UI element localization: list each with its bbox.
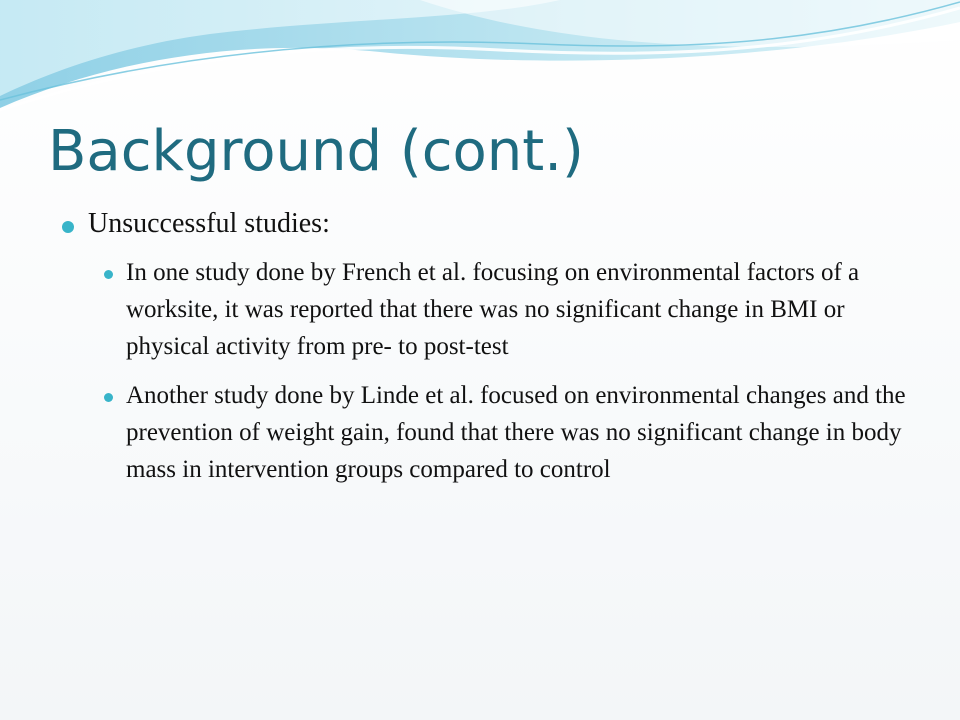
bullet-dot-icon	[62, 221, 74, 233]
slide-title: Background (cont.)	[48, 119, 584, 184]
sub-bullet-item	[60, 254, 920, 365]
bullet-dot-icon	[104, 270, 113, 279]
sub-bullet-text: Another study done by Linde et al. focused on environmental changes and the prevention of weight gain, found that there was no significant change in body mass in intervention groups compared to control	[126, 382, 906, 483]
sub-bullet-text: In one study done by French et al. focusing on environmental factors of a worksite, it was reported that there was no significant change in BMI or physical activity from pre- to post-test	[126, 259, 860, 360]
sub-bullet-item	[60, 377, 920, 488]
header-wave-decoration	[0, 0, 960, 120]
bullet-dot-icon	[104, 393, 113, 402]
bullet-list	[60, 206, 920, 488]
bullet-text: Unsuccessful studies:	[88, 208, 330, 239]
bullet-item	[60, 206, 920, 242]
